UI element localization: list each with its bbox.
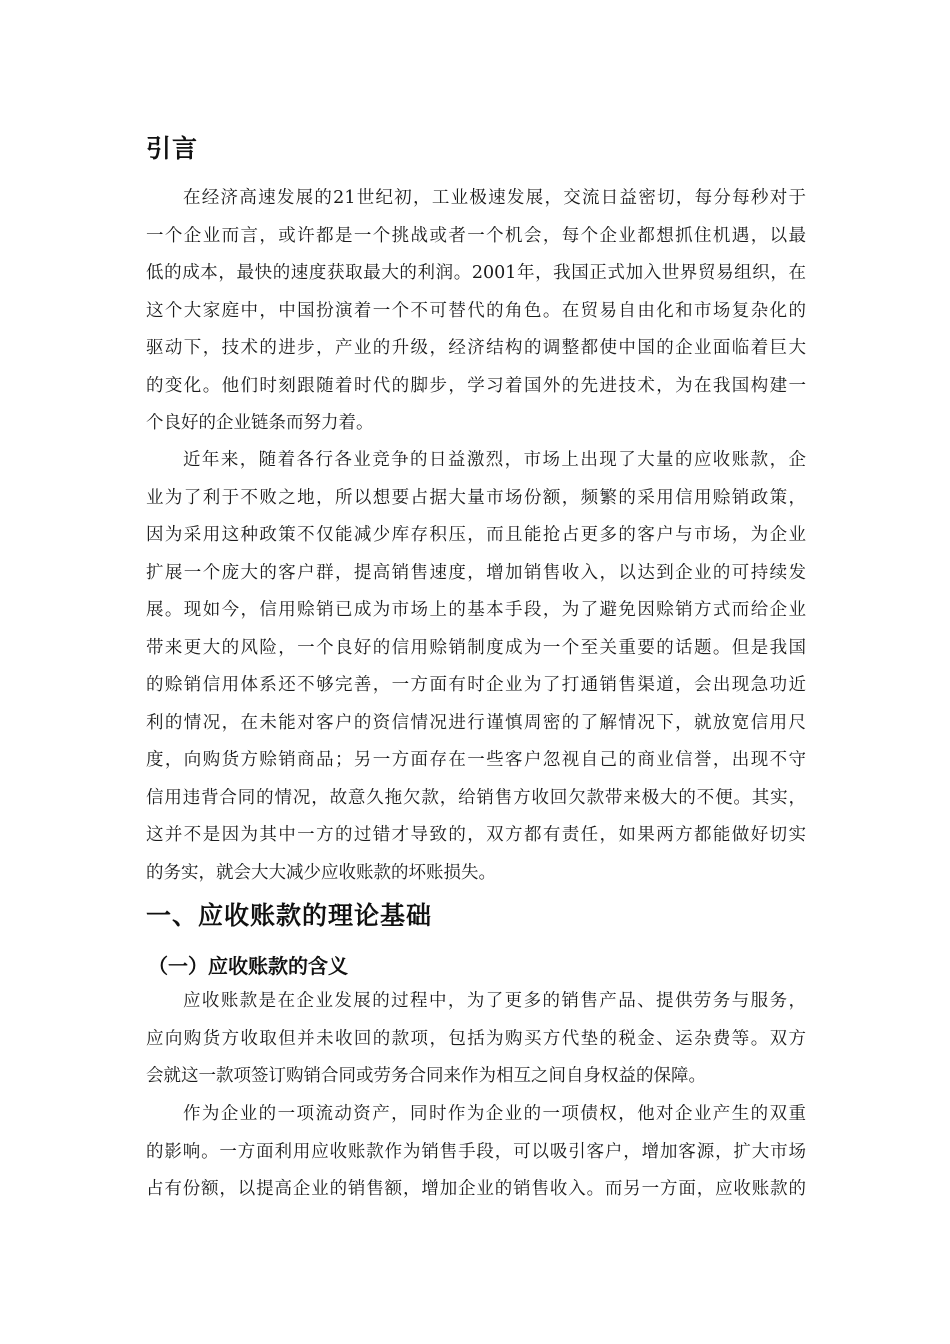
intro-paragraph-1 [146, 180, 806, 443]
text-line: 一个企业而言，或许都是一个挑战或者一个机会，每个企业都想抓住机遇，以最 [146, 225, 806, 246]
text-line: 占有份额，以提高企业的销售额，增加企业的销售收入。而另一方面，应收账款的 [146, 1179, 806, 1199]
heading-intro: 引言 [146, 134, 199, 163]
text-line: 作为企业的一项流动资产，同时作为企业的一项债权，他对企业产生的双重 [183, 1104, 806, 1124]
text-line: 的务实，就会大大减少应收账款的坏账损失。 [146, 862, 496, 883]
text-line: 个良好的企业链条而努力着。 [146, 413, 374, 433]
text-line: 这个大家庭中，中国扮演着一个不可替代的角色。在贸易自由化和市场复杂化的 [146, 300, 806, 321]
text-line: 应向购货方收取但并未收回的款项，包括为购买方代垫的税金、运杂费等。双方 [146, 1028, 806, 1049]
text-line: 度，向购货方赊销商品；另一方面存在一些客户忽视自己的商业信誉，出现不守 [146, 750, 806, 770]
text-line: 低的成本，最快的速度获取最大的利润。2001年，我国正式加入世界贸易组织，在 [146, 263, 806, 283]
text-line: 带来更大的风险，一个良好的信用赊销制度成为一个至关重要的话题。但是我国 [146, 637, 806, 658]
text-line: 展。现如今，信用赊销已成为市场上的基本手段，为了避免因赊销方式而给企业 [146, 600, 806, 620]
text-line: 在经济高速发展的21世纪初，工业极速发展，交流日益密切，每分每秒对于 [183, 188, 806, 208]
text-line: 的赊销信用体系还不够完善，一方面有时企业为了打通销售渠道，会出现急功近 [146, 675, 806, 695]
heading-subsection-1: （一）应收账款的含义 [148, 954, 348, 978]
text-line: 的变化。他们时刻跟随着时代的脚步，学习着国外的先进技术，为在我国构建一 [146, 375, 806, 396]
section-paragraph-1 [146, 983, 806, 1096]
text-line: 近年来，随着各行各业竞争的日益激烈，市场上出现了大量的应收账款，企 [183, 450, 806, 470]
text-line: 驱动下，技术的进步，产业的升级，经济结构的调整都使中国的企业面临着巨大 [146, 338, 806, 358]
text-line: 利的情况，在未能对客户的资信情况进行谨慎周密的了解情况下，就放宽信用尺 [146, 712, 806, 733]
section-paragraph-2 [146, 1096, 806, 1209]
heading-section-1: 一、应收账款的理论基础 [146, 901, 433, 930]
text-line: 的影响。一方面利用应收账款作为销售手段，可以吸引客户，增加客源，扩大市场 [146, 1141, 806, 1162]
text-line: 扩展一个庞大的客户群，提高销售速度，增加销售收入，以达到企业的可持续发 [146, 562, 806, 583]
text-line: 应收账款是在企业发展的过程中，为了更多的销售产品、提供劳务与服务， [183, 991, 806, 1011]
text-line: 会就这一款项签订购销合同或劳务合同来作为相互之间自身权益的保障。 [146, 1066, 706, 1086]
text-line: 因为采用这种政策不仅能减少库存积压，而且能抢占更多的客户与市场，为企业 [146, 525, 806, 545]
text-line: 业为了利于不败之地，所以想要占据大量市场份额，频繁的采用信用赊销政策， [146, 487, 806, 508]
text-line: 信用违背合同的情况，故意久拖欠款，给销售方收回欠款带来极大的不便。其实， [146, 787, 806, 808]
intro-paragraph-2 [146, 442, 806, 892]
text-line: 这并不是因为其中一方的过错才导致的，双方都有责任，如果两方都能做好切实 [146, 825, 806, 845]
